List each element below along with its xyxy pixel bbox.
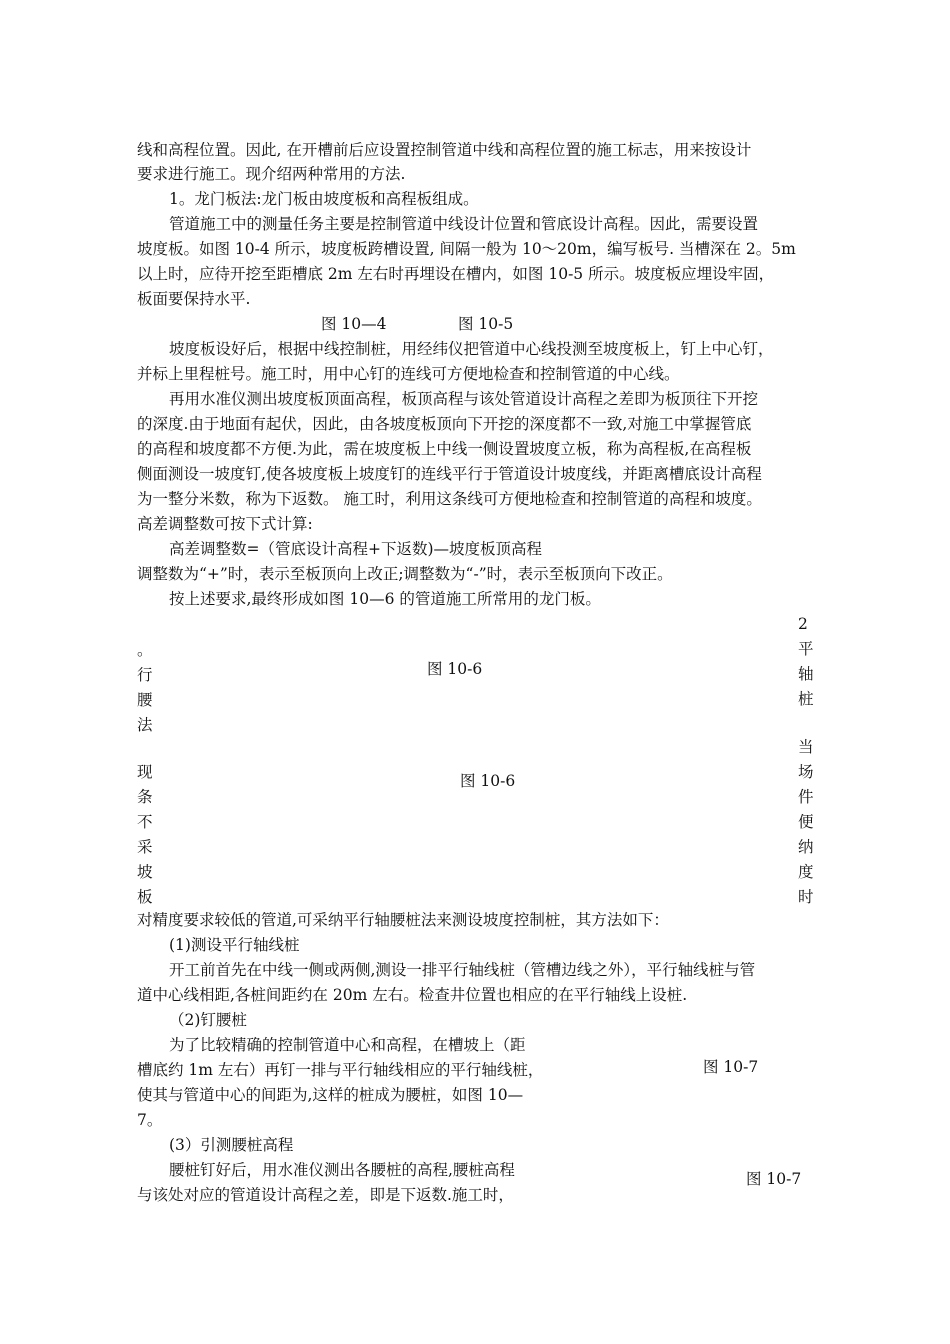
text-line: 的高程和坡度都不方便.为此，需在坡度板上中线一侧设置坡度立板，称为高程板,在高程板	[137, 440, 752, 458]
left-column-b: 现条不采坡板	[137, 763, 153, 906]
text-line: 为一整分米数，称为下返数。 施工时，利用这条线可方便地检查和控制管道的高程和坡度。	[137, 490, 762, 508]
text-line: 线和高程位置。因此, 在开槽前后应设置控制管道中线和高程位置的施工标志，用来按设计	[137, 141, 752, 159]
text-line: 高差调整数可按下式计算:	[137, 515, 313, 533]
text-line: 腰桩钉好后，用水准仪测出各腰桩的高程,腰桩高程	[169, 1161, 515, 1179]
text-line: 开工前首先在中线一侧或两侧,测设一排平行轴线桩（管槽边线之外），平行轴线桩与管	[169, 961, 756, 979]
text-line: 为了比较精确的控制管道中心和高程，在槽坡上（距	[169, 1036, 526, 1054]
subheading: (1)测设平行轴线桩	[169, 936, 300, 954]
text-line: 板面要保持水平.	[137, 290, 251, 308]
figure-caption: 图 10—4	[321, 315, 387, 333]
text-line: 并标上里程桩号。施工时，用中心钉的连线可方便地检查和控制管道的中心线。	[137, 365, 680, 383]
text-line: 使其与管道中心的间距为,这样的桩成为腰桩，如图 10—	[137, 1086, 524, 1104]
text-line: 与该处对应的管道设计高程之差，即是下返数.施工时，	[137, 1186, 514, 1204]
figure-caption: 图 10-5	[458, 315, 514, 333]
text-line: 要求进行施工。现介绍两种常用的方法.	[137, 165, 406, 183]
text-line: 道中心线相距,各桩间距约在 20m 左右。检查井位置也相应的在平行轴线上设桩.	[137, 986, 688, 1004]
figure-caption: 图 10-7	[703, 1058, 759, 1076]
text-line: 槽底约 1m 左右）再钉一排与平行轴线相应的平行轴线桩，	[137, 1061, 544, 1079]
subheading: （2)钉腰桩	[169, 1011, 247, 1029]
text-line: 1。龙门板法:龙门板由坡度板和高程板组成。	[169, 190, 479, 208]
subheading: (3）引测腰桩高程	[169, 1136, 294, 1154]
text-line: 7。	[137, 1111, 163, 1129]
text-line: 坡度板设好后，根据中线控制桩，用经纬仪把管道中心线投测至坡度板上，钉上中心钉，	[169, 340, 774, 358]
right-column-a: 2平轴桩	[798, 615, 814, 708]
figure-caption: 图 10-6	[460, 772, 516, 790]
text-line: 坡度板。如图 10-4 所示，坡度板跨槽设置, 间隔一般为 10～20m，编写板号. 当槽深在 2。5m	[137, 240, 796, 258]
text-line: 以上时，应待开挖至距槽底 2m 左右时再埋设在槽内，如图 10-5 所示。坡度板应埋设牢固，	[137, 265, 775, 283]
figure-caption: 图 10-6	[427, 660, 483, 678]
left-column-a: 。行腰法	[137, 641, 153, 734]
text-line: 侧面测设一坡度钉,使各坡度板上坡度钉的连线平行于管道设计坡度线，并距离槽底设计高程	[137, 465, 762, 483]
figure-caption: 图 10-7	[746, 1170, 802, 1188]
text-line: 按上述要求,最终形成如图 10—6 的管道施工所常用的龙门板。	[169, 590, 601, 608]
formula: 高差调整数=（管底设计高程+下返数)—坡度板顶高程	[169, 540, 543, 558]
text-line: 调整数为“+”时，表示至板顶向上改正;调整数为“-”时，表示至板顶向下改正。	[137, 565, 673, 583]
text-line: 再用水准仪测出坡度板顶面高程，板顶高程与该处管道设计高程之差即为板顶往下开挖	[169, 390, 759, 408]
text-line: 的深度.由于地面有起伏，因此，由各坡度板顶向下开挖的深度都不一致,对施工中掌握管底	[137, 415, 752, 433]
text-line: 对精度要求较低的管道,可采纳平行轴腰桩法来测设坡度控制桩，其方法如下：	[137, 911, 669, 929]
right-column-b: 当场件便纳度时	[798, 738, 814, 906]
text-line: 管道施工中的测量任务主要是控制管道中线设计位置和管底设计高程。因此，需要设置	[169, 215, 759, 233]
